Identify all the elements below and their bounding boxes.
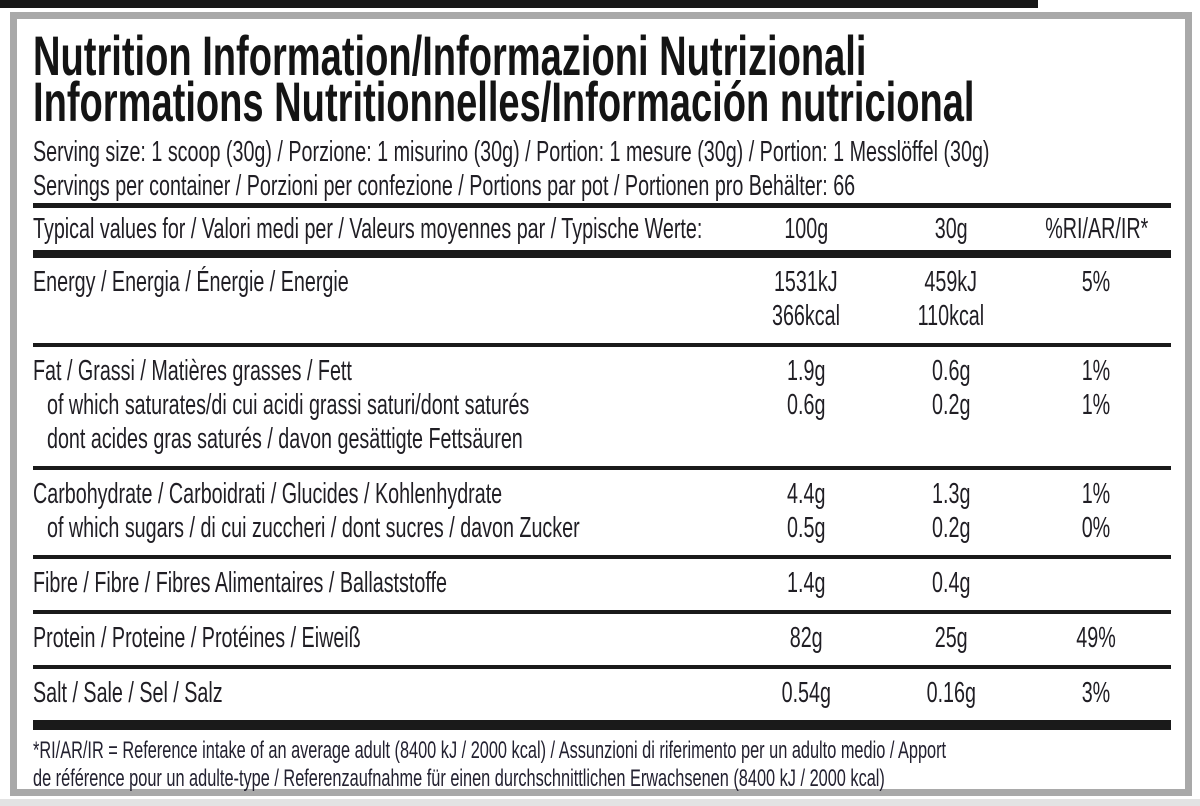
energy-label: Energy / Energia / Énergie / Energie bbox=[33, 266, 349, 298]
row-carbohydrate bbox=[33, 470, 1171, 555]
protein-label: Protein / Proteine / Protéines / Eiweiß bbox=[33, 622, 361, 654]
label-title bbox=[33, 24, 1171, 133]
sugars-100g: 0.5g bbox=[786, 512, 826, 544]
nutrition-label-panel bbox=[10, 12, 1192, 796]
col-header-30g: 30g bbox=[934, 213, 968, 245]
carbohydrate-30g: 1.3g bbox=[931, 478, 971, 510]
energy-100g-kj: 1531kJ bbox=[774, 266, 838, 298]
reference-intake-footnote bbox=[33, 730, 1171, 793]
fat-30g: 0.6g bbox=[931, 355, 971, 387]
salt-label: Salt / Sale / Sel / Salz bbox=[33, 677, 223, 709]
title-line-2: Informations Nutritionnelles/Información nutricional bbox=[33, 70, 975, 133]
protein-30g: 25g bbox=[934, 622, 968, 654]
row-fibre bbox=[33, 559, 1171, 610]
footnote-line-2: de référence pour un adulte-type / Referenzaufnahme für einen durchschnittlichen Erwachsenen (8400 kJ / 2000 kcal) bbox=[33, 765, 885, 792]
energy-30g-kj: 459kJ bbox=[924, 266, 978, 298]
carbohydrate-label: Carbohydrate / Carboidrati / Glucides / Kohlenhydrate bbox=[33, 478, 503, 510]
servings-per-container-text: Servings per container / Porzioni per confezione / Portions par pot / Portionen pro Behälter: 66 bbox=[33, 170, 856, 202]
col-header-ri: %RI/AR/IR* bbox=[1045, 213, 1149, 245]
fat-ri: 1% bbox=[1081, 355, 1111, 387]
footnote-line-1: *RI/AR/IR = Reference intake of an average adult (8400 kJ / 2000 kcal) / Assunzioni di riferimento per un adulto medio / Apport bbox=[33, 737, 947, 764]
rule-below-header bbox=[33, 250, 1171, 258]
saturates-label: of which saturates/di cui acidi grassi saturi/dont saturés bbox=[47, 389, 530, 421]
row-protein bbox=[33, 614, 1171, 665]
serving-size-text: Serving size: 1 scoop (30g) / Porzione: 1 misurino (30g) / Portion: 1 mesure (30g) / Portion: 1 Messlöffel (30g) bbox=[33, 136, 990, 168]
fibre-label: Fibre / Fibre / Fibres Alimentaires / Ballaststoffe bbox=[33, 567, 447, 599]
fibre-100g: 1.4g bbox=[786, 567, 826, 599]
saturates-label-cont: dont acides gras saturés / davon gesättigte Fettsäuren bbox=[47, 423, 523, 455]
carbohydrate-100g: 4.4g bbox=[786, 478, 826, 510]
salt-100g: 0.54g bbox=[781, 677, 831, 709]
packaging-bottom-edge bbox=[0, 799, 1200, 806]
fat-100g: 1.9g bbox=[786, 355, 826, 387]
row-energy bbox=[33, 258, 1171, 343]
energy-100g-kcal: 366kcal bbox=[772, 300, 840, 332]
header-label: Typical values for / Valori medi per / Valeurs moyennes par / Typische Werte: bbox=[33, 213, 703, 245]
salt-ri: 3% bbox=[1081, 677, 1111, 709]
energy-30g-kcal: 110kcal bbox=[917, 300, 985, 332]
saturates-100g: 0.6g bbox=[786, 389, 826, 421]
protein-ri: 49% bbox=[1076, 622, 1116, 654]
sugars-label: of which sugars / di cui zuccheri / dont sucres / davon Zucker bbox=[47, 512, 580, 544]
rule-above-footnote bbox=[33, 720, 1171, 730]
serving-info bbox=[33, 135, 1171, 203]
title-line-1: Nutrition Information/Informazioni Nutrizionali bbox=[33, 24, 867, 87]
energy-ri: 5% bbox=[1081, 266, 1111, 298]
col-header-100g: 100g bbox=[784, 213, 828, 245]
table-header-row bbox=[33, 208, 1171, 250]
fibre-30g: 0.4g bbox=[931, 567, 971, 599]
row-salt bbox=[33, 669, 1171, 720]
sugars-ri: 0% bbox=[1081, 512, 1111, 544]
saturates-30g: 0.2g bbox=[931, 389, 971, 421]
packaging-top-edge bbox=[0, 0, 1038, 8]
row-fat bbox=[33, 347, 1171, 466]
salt-30g: 0.16g bbox=[926, 677, 976, 709]
fat-label: Fat / Grassi / Matières grasses / Fett bbox=[33, 355, 352, 387]
carbohydrate-ri: 1% bbox=[1081, 478, 1111, 510]
protein-100g: 82g bbox=[789, 622, 823, 654]
sugars-30g: 0.2g bbox=[931, 512, 971, 544]
saturates-ri: 1% bbox=[1081, 389, 1111, 421]
